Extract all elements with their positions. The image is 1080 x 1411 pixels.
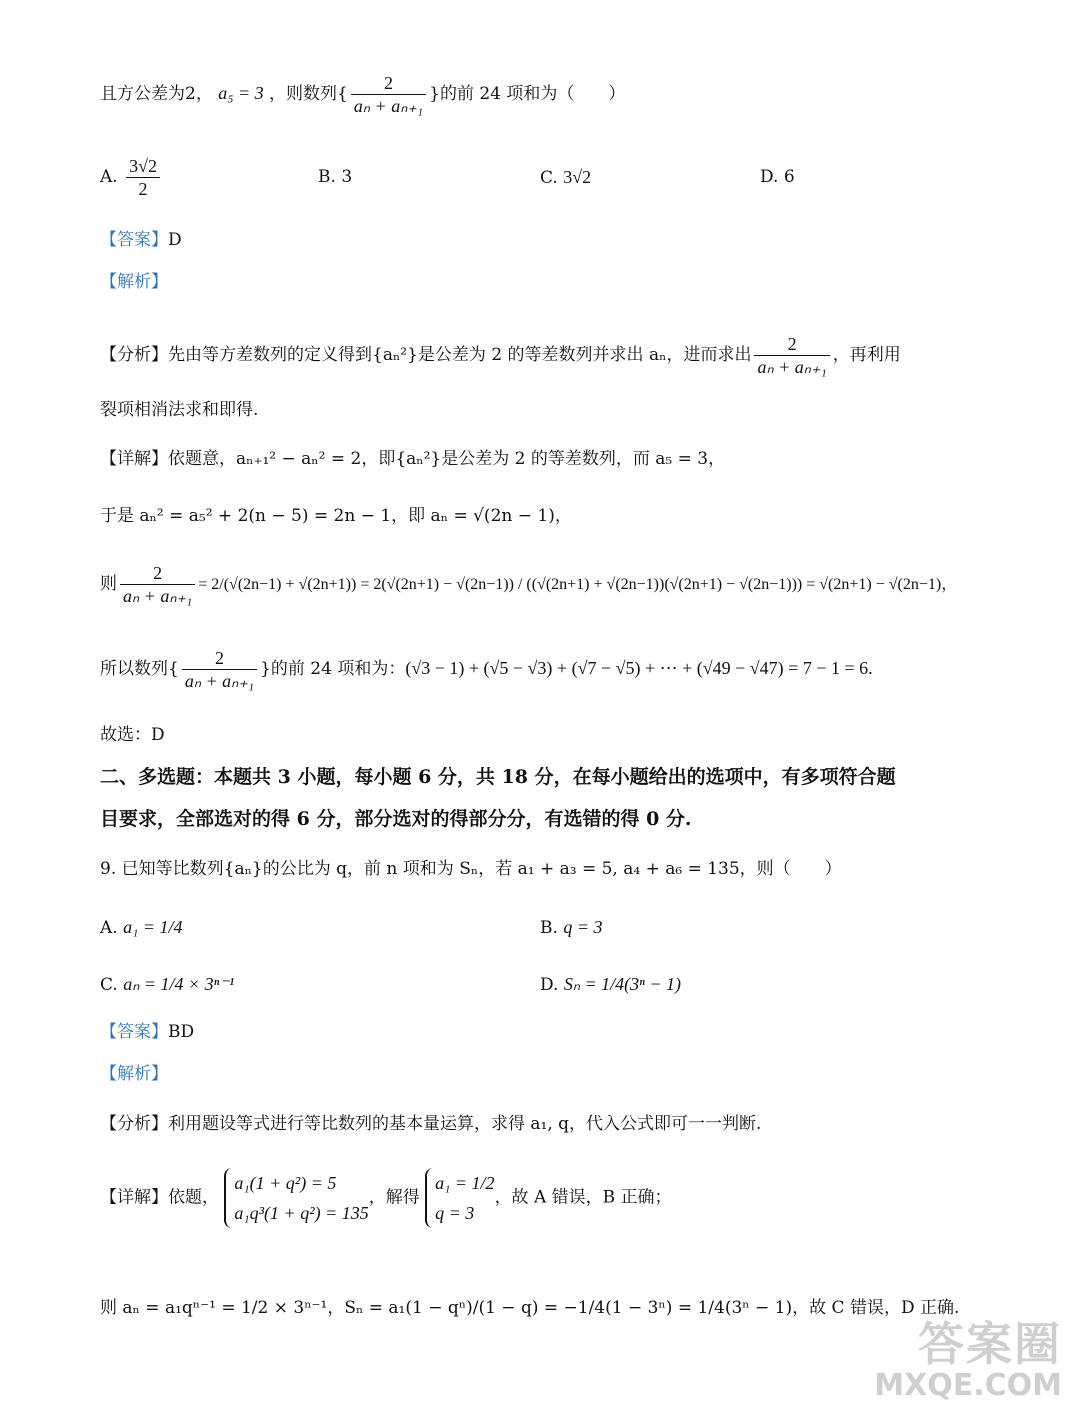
answer-tag: 【答案】 [100, 1022, 168, 1042]
option-label: B. [318, 167, 336, 187]
fraction-numerator: 2 [754, 333, 829, 356]
detail-equation: = 2/(√(2n−1) + √(2n+1)) = 2(√(2n+1) − √(2n−1)) / ((√(2n+1) + √(2n−1))(√(2n+1) − √(2n−1))) = √(2n+1) − √(2n−1)， [198, 576, 958, 593]
fraction-denominator: aₙ + aₙ₊₁ [757, 357, 827, 377]
q8-answer [100, 228, 182, 252]
q9-option-c [100, 972, 234, 997]
q9-fenxi [100, 1112, 761, 1136]
solution-system [425, 1168, 494, 1228]
detail-suffix: ，故 A 错误，B 正确； [494, 1187, 672, 1208]
fraction-denominator: 2 [138, 179, 148, 199]
q8-stem-suffix: 的前 24 项和为（ ） [439, 84, 626, 104]
q9-last-line: 则 aₙ = a₁qⁿ⁻¹ = 1/2 × 3ⁿ⁻¹，Sₙ = a₁(1 − qⁿ)/(1 − q) = −1/4(1 − 3ⁿ) = 1/4(3ⁿ − 1)，故 C 错误，D 正确. [100, 1298, 960, 1318]
option-label: A. [100, 918, 118, 938]
q8-detail-line2: 于是 aₙ² = a₅² + 2(n − 5) = 2n − 1，即 aₙ = √(2n − 1)， [100, 506, 572, 526]
q8-detail-line4: 所以数列{ $\frac{2}{\text{aₙ + aₙ₊₁}}$ }的前 24 项和为：(√3 − 1) + (√5 − √3) + (√7 − √5) + ⋯ + (√49 − √47) = 7 − 1 = 6. [100, 648, 873, 691]
q9-option-b [540, 915, 602, 940]
q8-stem-prefix: 且方公差为2， [100, 84, 213, 104]
fenxi-text: 利用题设等式进行等比数列的基本量运算，求得 a₁, q，代入公式即可一一判断. [168, 1114, 762, 1134]
detail-text: 依题意，aₙ₊₁² − aₙ² = 2，即{aₙ²}是公差为 2 的等差数列，而 a₅ = 3， [168, 449, 726, 469]
detail-prefix: 依题， [168, 1187, 219, 1208]
q8-detail-line3 [100, 562, 957, 607]
q8-fenxi [100, 333, 901, 378]
option-text: 3 [341, 167, 353, 187]
q9-analysis-tag: 【解析】 [100, 1064, 168, 1084]
option-text: 6 [783, 167, 795, 187]
fraction-numerator: 2 [120, 562, 195, 585]
fraction-denominator: aₙ + aₙ₊₁ [123, 586, 193, 606]
detail-equation: (√3 − 1) + (√5 − √3) + (√7 − √5) + ⋯ + (√49 − √47) = 7 − 1 = 6. [405, 658, 873, 678]
q9-option-a [100, 915, 183, 940]
q8-stem: 且方公差为2， a₅ = 3 ，则数列{ $\frac{2}{\text{aₙ + aₙ₊₁}}$ }的前 24 项和为（ ） [100, 73, 626, 116]
watermark-url: MXQE.COM [874, 1368, 1062, 1403]
option-label: C. [100, 975, 118, 995]
q8-stem-cond: a₅ = 3 [218, 83, 264, 103]
detail-prefix: 则 [100, 574, 117, 594]
option-label: C. [540, 168, 558, 188]
q8-detail-line1 [100, 447, 725, 471]
option-label: D. [760, 167, 779, 187]
option-text: aₙ = 1/4 × 3ⁿ⁻¹ [123, 974, 235, 994]
system-line: q = 3 [435, 1203, 475, 1223]
watermark-logo [874, 1319, 1062, 1403]
option-text: a₁ = 1/4 [123, 917, 183, 937]
system-line: a₁q³(1 + q²) = 135 [234, 1203, 369, 1223]
answer-value: D [168, 230, 182, 250]
watermark-text: 答案圈 [918, 1317, 1062, 1371]
section-heading-line1: 二、多选题：本题共 3 小题，每小题 6 分，共 18 分，在每小题给出的选项中，有多项符合题 [100, 766, 896, 788]
fraction-numerator: 3√2 [126, 155, 160, 178]
q9-answer [100, 1020, 194, 1044]
option-text: q = 3 [563, 917, 603, 937]
q8-fenxi-line2: 裂项相消法求和即得. [100, 400, 259, 420]
system-line: a₁ = 1/2 [435, 1173, 495, 1193]
q9-option-d [540, 972, 681, 997]
q8-option-a [100, 155, 163, 200]
q8-stem-mid: ，则数列 [269, 84, 338, 104]
fraction-numerator: 2 [351, 72, 426, 95]
option-label: D. [540, 975, 559, 995]
option-label: A. [100, 167, 118, 187]
q8-analysis-tag: 【解析】 [100, 272, 168, 292]
system-line: a₁(1 + q²) = 5 [234, 1173, 337, 1193]
q8-option-b [318, 165, 352, 189]
detail-tag: 【详解】 [100, 1187, 168, 1208]
fenxi-tag: 【分析】 [100, 345, 168, 365]
option-text: 3√2 [563, 167, 592, 187]
option-text: Sₙ = 1/4(3ⁿ − 1) [563, 974, 681, 994]
option-label: B. [540, 918, 558, 938]
detail-mid: 的前 24 项和为： [270, 659, 406, 679]
detail-fraction [182, 647, 257, 692]
answer-value: BD [168, 1022, 195, 1042]
fenxi-fraction [754, 333, 829, 378]
fenxi-tag: 【分析】 [100, 1114, 168, 1134]
q8-choice: 故选：D [100, 725, 165, 745]
solve-text: ，解得 [368, 1187, 420, 1208]
equation-system [224, 1168, 368, 1228]
option-fraction [126, 155, 160, 200]
section-heading-line2: 目要求，全部选对的得 6 分，部分选对的得部分分，有选错的得 0 分. [100, 808, 692, 830]
q8-stem-fraction [351, 72, 426, 117]
fraction-denominator: aₙ + aₙ₊₁ [184, 671, 255, 691]
fraction-denominator: aₙ + aₙ₊₁ [353, 96, 424, 116]
fenxi-text-tail: ，再利用 [832, 345, 901, 365]
q9-detail [100, 1168, 672, 1228]
answer-tag: 【答案】 [100, 230, 168, 250]
q9-stem: 9. 已知等比数列{aₙ}的公比为 q，前 n 项和为 Sₙ，若 a₁ + a₃ = 5, a₄ + a₆ = 135，则（ ） [100, 859, 842, 879]
detail-fraction [120, 562, 195, 607]
fraction-numerator: 2 [182, 647, 257, 670]
detail-prefix: 所以数列 [100, 659, 168, 679]
q8-option-d [760, 165, 795, 189]
fenxi-text: 先由等方差数列的定义得到{aₙ²}是公差为 2 的等差数列并求出 aₙ，进而求出 [168, 345, 752, 365]
q8-option-c [540, 165, 591, 190]
detail-tag: 【详解】 [100, 449, 168, 469]
